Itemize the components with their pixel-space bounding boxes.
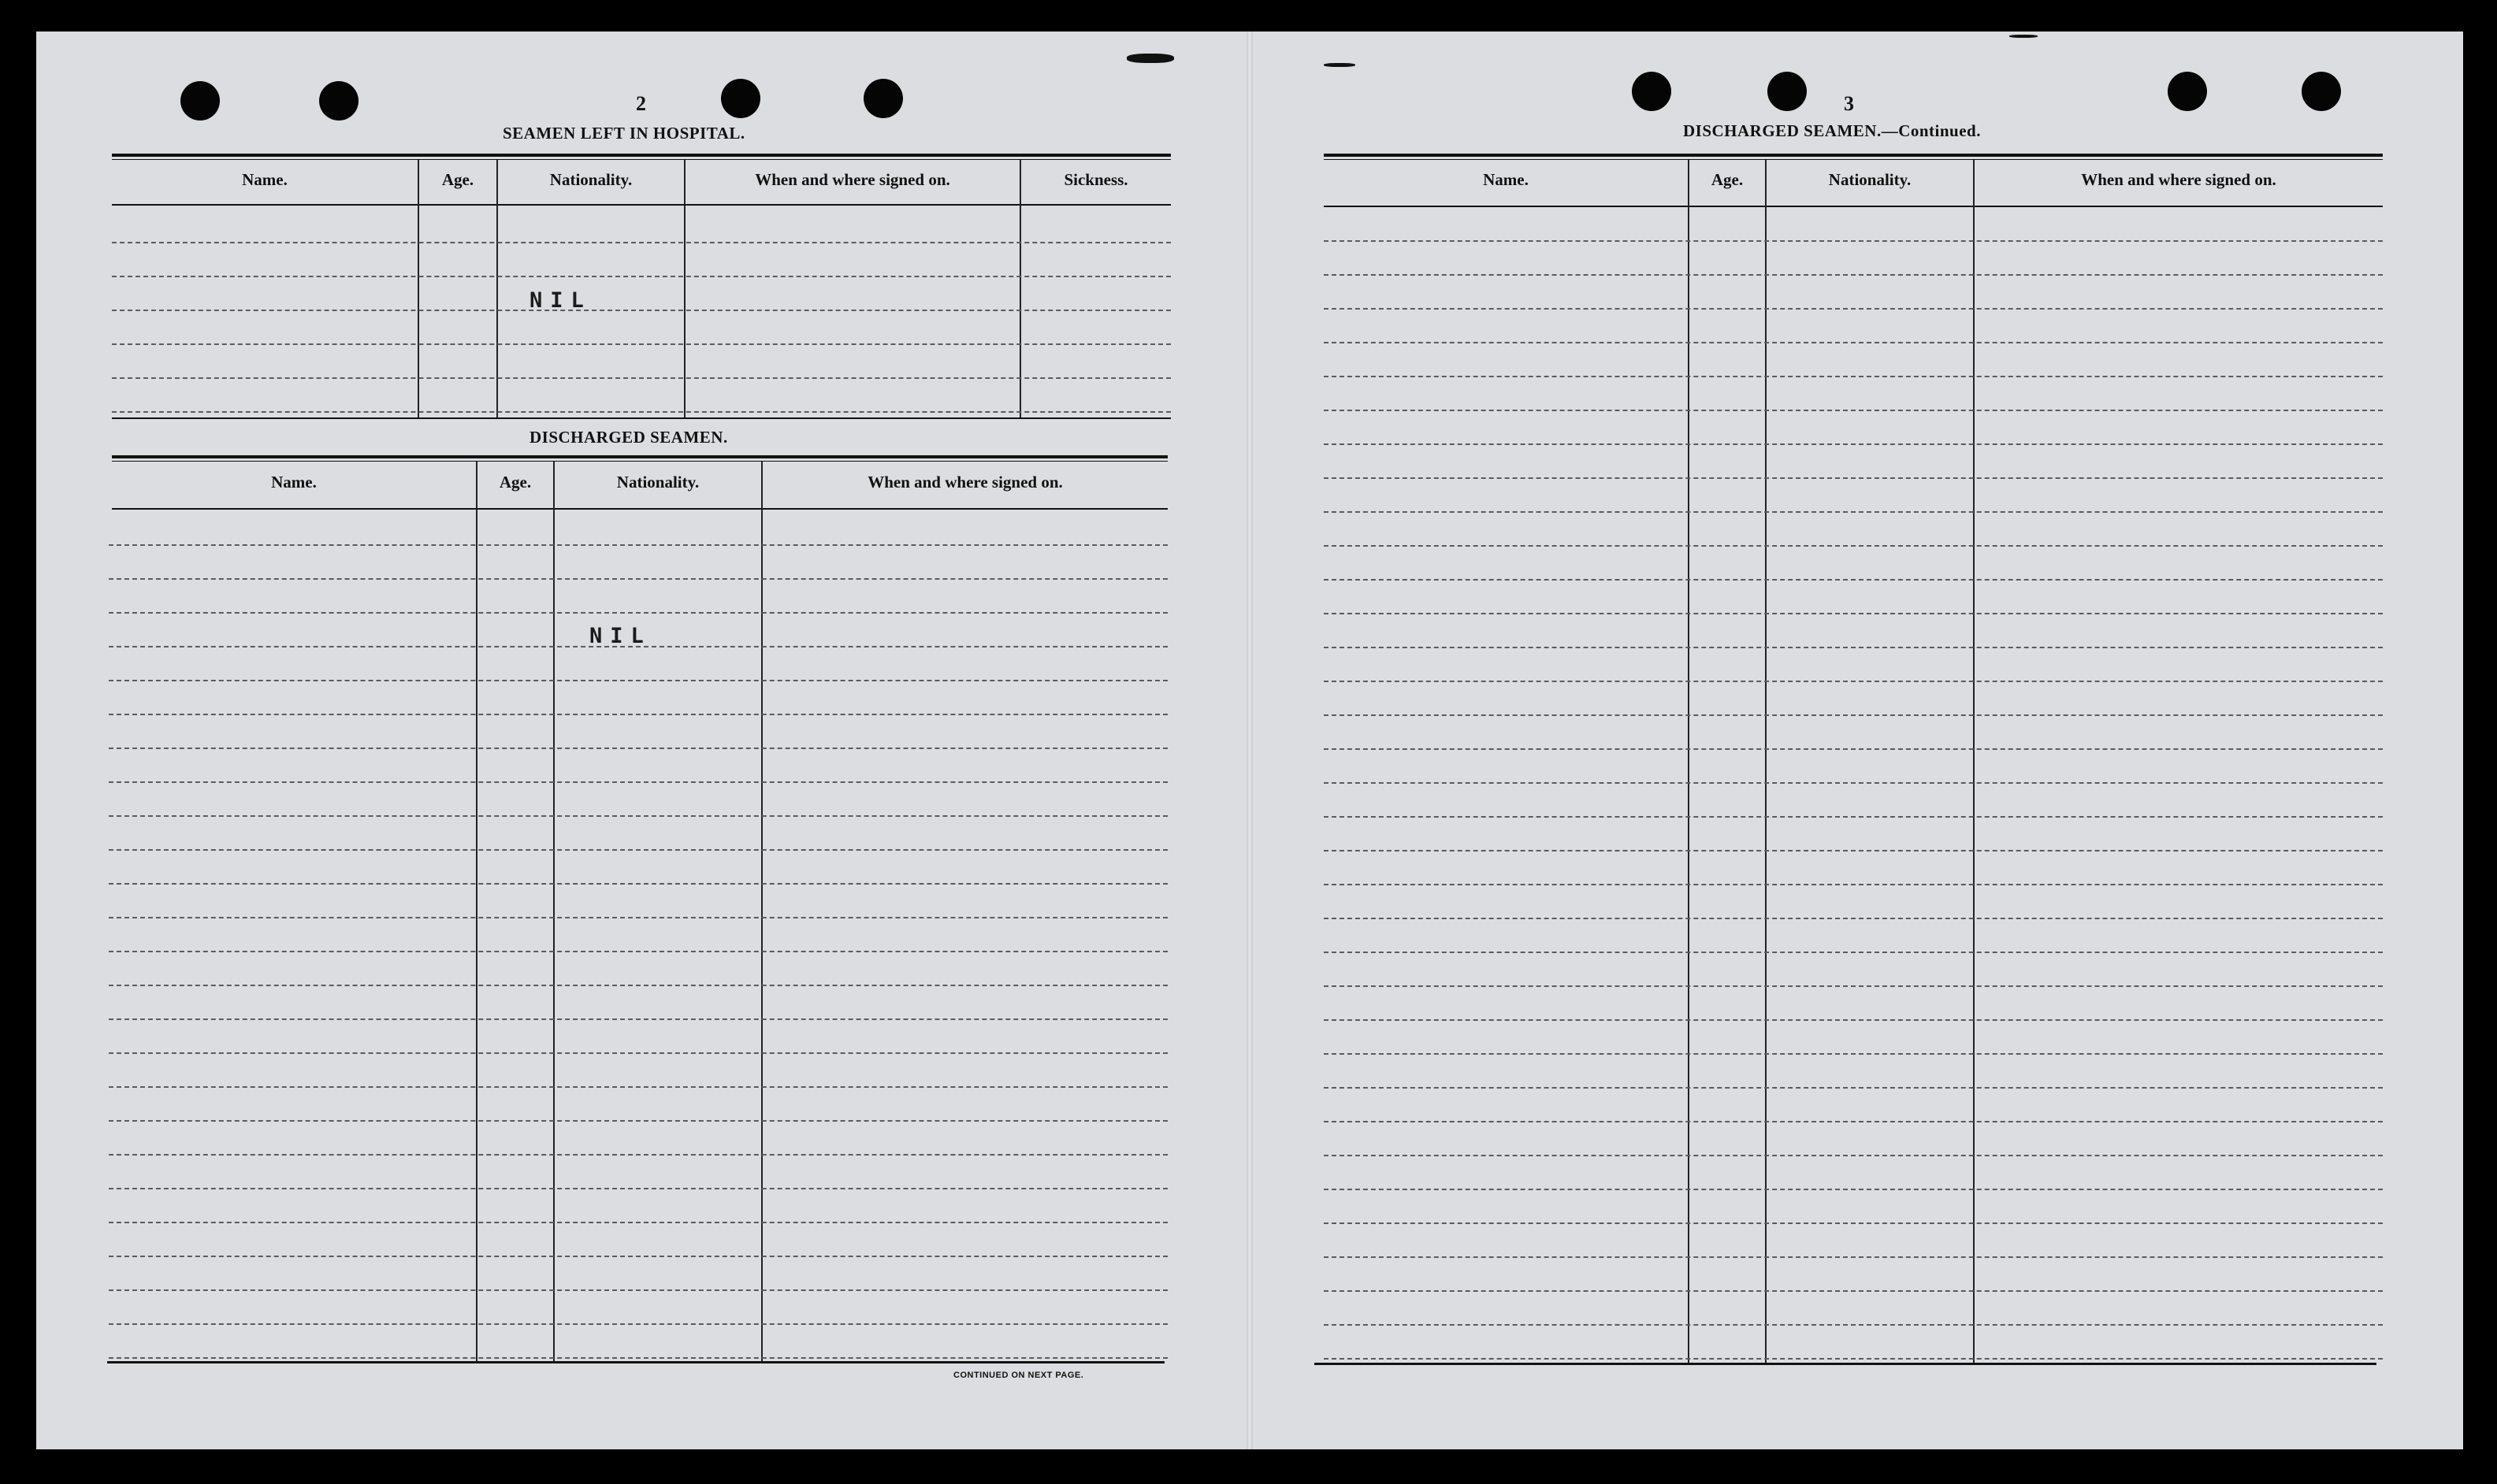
- ruled-row-line: [1324, 782, 2383, 784]
- ruled-row-line: [109, 951, 1168, 952]
- discharged-header-underline: [112, 508, 1168, 510]
- ruled-row-line: [1324, 1189, 2383, 1190]
- page-number-left: 2: [636, 92, 646, 115]
- continued-footer: CONTINUED ON NEXT PAGE.: [953, 1371, 1084, 1380]
- ruled-row-line: [109, 1086, 1168, 1088]
- ruled-row-line: [109, 1222, 1168, 1223]
- ruled-row-line: [1324, 579, 2383, 581]
- hospital-table-top-rule-thin: [112, 159, 1171, 160]
- hospital-nil-stamp: NIL: [529, 288, 592, 313]
- ink-smudge: [1324, 63, 1355, 67]
- ruled-row-line: [109, 748, 1168, 749]
- ruled-row-line: [109, 1289, 1168, 1291]
- ruled-row-line: [109, 1018, 1168, 1020]
- ruled-row-line: [109, 1357, 1168, 1359]
- right-col-nationality: Nationality.: [1828, 170, 1912, 189]
- right-col-age: Age.: [1711, 170, 1744, 189]
- ruled-row-line: [1324, 681, 2383, 682]
- ruled-row-line: [1324, 1155, 2383, 1156]
- right-table-top-rule-thin: [1324, 159, 2383, 160]
- ruled-row-line: [1324, 1222, 2383, 1224]
- ruled-row-line: [1324, 985, 2383, 987]
- ruled-row-line: [1324, 1121, 2383, 1122]
- ruled-row-line: [109, 781, 1168, 783]
- discharged-col-divider: [553, 462, 555, 1361]
- punch-hole: [319, 81, 359, 121]
- ruled-row-line: [1324, 1290, 2383, 1292]
- ruled-row-line: [109, 578, 1168, 580]
- ruled-row-line: [1324, 308, 2383, 310]
- ink-smudge: [1127, 54, 1174, 63]
- ruled-row-line: [1324, 1019, 2383, 1021]
- ruled-row-line: [1324, 274, 2383, 276]
- ruled-row-line: [109, 544, 1168, 546]
- right-col-divider: [1765, 160, 1767, 1363]
- ruled-row-line: [112, 343, 1171, 345]
- ruled-row-line: [112, 242, 1171, 243]
- ruled-row-line: [112, 310, 1171, 311]
- right-header-underline: [1324, 206, 2383, 207]
- punch-hole: [2168, 72, 2207, 111]
- right-page: [1250, 32, 2463, 1449]
- ruled-row-line: [1324, 443, 2383, 445]
- hospital-table-top-rule: [112, 154, 1171, 157]
- discharged-col-divider: [476, 462, 477, 1361]
- ruled-row-line: [1324, 342, 2383, 343]
- ruled-row-line: [1324, 714, 2383, 716]
- ink-smudge: [2009, 35, 2038, 38]
- ruled-row-line: [109, 1154, 1168, 1156]
- ruled-row-line: [1324, 545, 2383, 547]
- ruled-row-line: [109, 1188, 1168, 1189]
- right-col-name: Name.: [1483, 170, 1529, 189]
- page-fold: [1247, 32, 1253, 1449]
- discharged-col-name: Name.: [271, 473, 317, 492]
- ruled-row-line: [109, 849, 1168, 851]
- ruled-row-line: [1324, 1256, 2383, 1258]
- discharged-table-top-rule: [112, 455, 1168, 458]
- ruled-row-line: [109, 1052, 1168, 1054]
- discharged-col-divider: [761, 462, 763, 1361]
- ruled-row-line: [112, 276, 1171, 277]
- hospital-col-nationality: Nationality.: [549, 170, 633, 189]
- ruled-row-line: [109, 1120, 1168, 1122]
- discharged-table-top-rule-thin: [112, 461, 1168, 462]
- punch-hole: [721, 79, 760, 118]
- ruled-row-line: [1324, 1358, 2383, 1360]
- discharged-continued-title: DISCHARGED SEAMEN.—Continued.: [1683, 121, 1981, 140]
- punch-hole: [1632, 72, 1671, 111]
- punch-hole: [180, 81, 220, 121]
- ruled-row-line: [1324, 1087, 2383, 1089]
- hospital-col-name: Name.: [242, 170, 288, 189]
- ruled-row-line: [1324, 918, 2383, 919]
- ruled-row-line: [109, 985, 1168, 986]
- punch-hole: [864, 79, 903, 118]
- ruled-row-line: [109, 815, 1168, 817]
- ruled-row-line: [1324, 613, 2383, 614]
- punch-hole: [1767, 72, 1807, 111]
- ruled-row-line: [109, 1323, 1168, 1325]
- right-table-bottom-rule: [1314, 1363, 2376, 1365]
- ruled-row-line: [109, 883, 1168, 885]
- ruled-row-line: [1324, 952, 2383, 953]
- hospital-col-signed-on: When and where signed on.: [755, 170, 950, 189]
- ruled-row-line: [1324, 647, 2383, 648]
- ruled-row-line: [109, 714, 1168, 715]
- ruled-row-line: [1324, 376, 2383, 377]
- hospital-table-bottom-rule: [112, 417, 1171, 419]
- ruled-row-line: [1324, 850, 2383, 851]
- hospital-header-underline: [112, 204, 1171, 206]
- right-col-divider: [1973, 160, 1975, 1363]
- ruled-row-line: [1324, 884, 2383, 885]
- ruled-row-line: [109, 680, 1168, 681]
- right-col-signed-on: When and where signed on.: [2081, 170, 2276, 189]
- hospital-section-title: SEAMEN LEFT IN HOSPITAL.: [503, 124, 745, 143]
- discharged-col-age: Age.: [499, 473, 532, 492]
- discharged-nil-stamp: NIL: [589, 624, 652, 648]
- right-col-divider: [1688, 160, 1689, 1363]
- punch-hole: [2302, 72, 2341, 111]
- ruled-row-line: [1324, 1053, 2383, 1055]
- ruled-row-line: [1324, 816, 2383, 818]
- discharged-col-signed-on: When and where signed on.: [868, 473, 1063, 492]
- right-table-top-rule: [1324, 154, 2383, 157]
- hospital-col-sickness: Sickness.: [1064, 170, 1128, 189]
- ruled-row-line: [112, 377, 1171, 379]
- page-number-right: 3: [1844, 92, 1854, 115]
- hospital-col-age: Age.: [441, 170, 474, 189]
- ruled-row-line: [1324, 240, 2383, 242]
- ruled-row-line: [1324, 748, 2383, 750]
- ruled-row-line: [1324, 1324, 2383, 1326]
- ruled-row-line: [109, 1256, 1168, 1257]
- discharged-table-bottom-rule: [107, 1361, 1165, 1363]
- left-page: [36, 32, 1250, 1449]
- ruled-row-line: [1324, 410, 2383, 411]
- discharged-col-nationality: Nationality.: [616, 473, 700, 492]
- ruled-row-line: [109, 612, 1168, 614]
- discharged-section-title: DISCHARGED SEAMEN.: [529, 428, 728, 447]
- ruled-row-line: [112, 411, 1171, 413]
- ruled-row-line: [1324, 477, 2383, 479]
- ruled-row-line: [109, 917, 1168, 918]
- ruled-row-line: [1324, 511, 2383, 513]
